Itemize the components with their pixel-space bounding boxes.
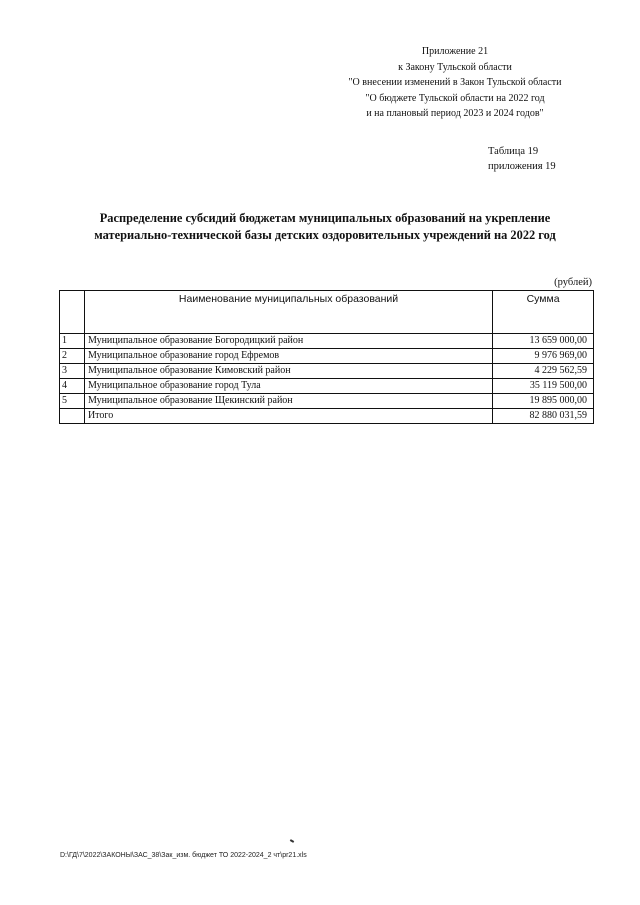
table-row — [60, 334, 594, 349]
table-header-row — [60, 291, 594, 334]
table-row — [60, 394, 594, 409]
document-title-line: Распределение субсидий бюджетам муниципальных образований на укрепление — [99, 211, 551, 225]
total-label: Итого — [84, 409, 492, 424]
table-reference-line: Таблица 19 — [488, 146, 539, 157]
document-title — [60, 210, 590, 244]
subsidy-table — [59, 290, 594, 424]
row-num: 1 — [60, 334, 85, 349]
row-sum: 4 229 562,59 — [493, 364, 594, 379]
table-row — [60, 379, 594, 394]
row-name: Муниципальное образование Богородицкий район — [84, 334, 492, 349]
table-reference-line: приложения 19 — [488, 161, 556, 172]
file-path-footer: D:\ГД\7\2022\ЗАКОНЫ\ЗАС_38\Зак_изм. бюджет ТО 2022-2024_2 чт\pr21.xls — [60, 852, 307, 859]
header-sum: Сумма — [493, 291, 594, 334]
appendix-line: и на плановый период 2023 и 2024 годов" — [366, 108, 544, 120]
scan-speck — [290, 839, 294, 843]
row-num: 2 — [60, 349, 85, 364]
row-sum: 13 659 000,00 — [493, 334, 594, 349]
total-num — [60, 409, 85, 424]
row-num: 5 — [60, 394, 85, 409]
appendix-line: Приложение 21 — [421, 46, 489, 57]
units-label: (рублей) — [554, 277, 592, 288]
total-sum: 82 880 031,59 — [493, 409, 594, 424]
table-row — [60, 349, 594, 364]
table-row — [60, 364, 594, 379]
document-title-line: материально-технической базы детских оздоровительных учреждений на 2022 год — [94, 228, 556, 242]
row-num: 4 — [60, 379, 85, 394]
appendix-line: к Закону Тульской области — [398, 61, 512, 73]
appendix-header — [330, 44, 580, 122]
row-sum: 9 976 969,00 — [493, 349, 594, 364]
table-total-row — [60, 409, 594, 424]
header-name: Наименование муниципальных образований — [84, 291, 492, 334]
table-reference — [488, 144, 578, 174]
row-num: 3 — [60, 364, 85, 379]
row-name: Муниципальное образование город Ефремов — [84, 349, 492, 364]
row-name: Муниципальное образование Щекинский район — [84, 394, 492, 409]
row-name: Муниципальное образование Кимовский район — [84, 364, 492, 379]
row-name: Муниципальное образование город Тула — [84, 379, 492, 394]
row-sum: 35 119 500,00 — [493, 379, 594, 394]
row-sum: 19 895 000,00 — [493, 394, 594, 409]
appendix-line: "О бюджете Тульской области на 2022 год — [365, 92, 545, 104]
header-num — [60, 291, 85, 334]
appendix-line: "О внесении изменений в Закон Тульской области — [348, 77, 562, 89]
